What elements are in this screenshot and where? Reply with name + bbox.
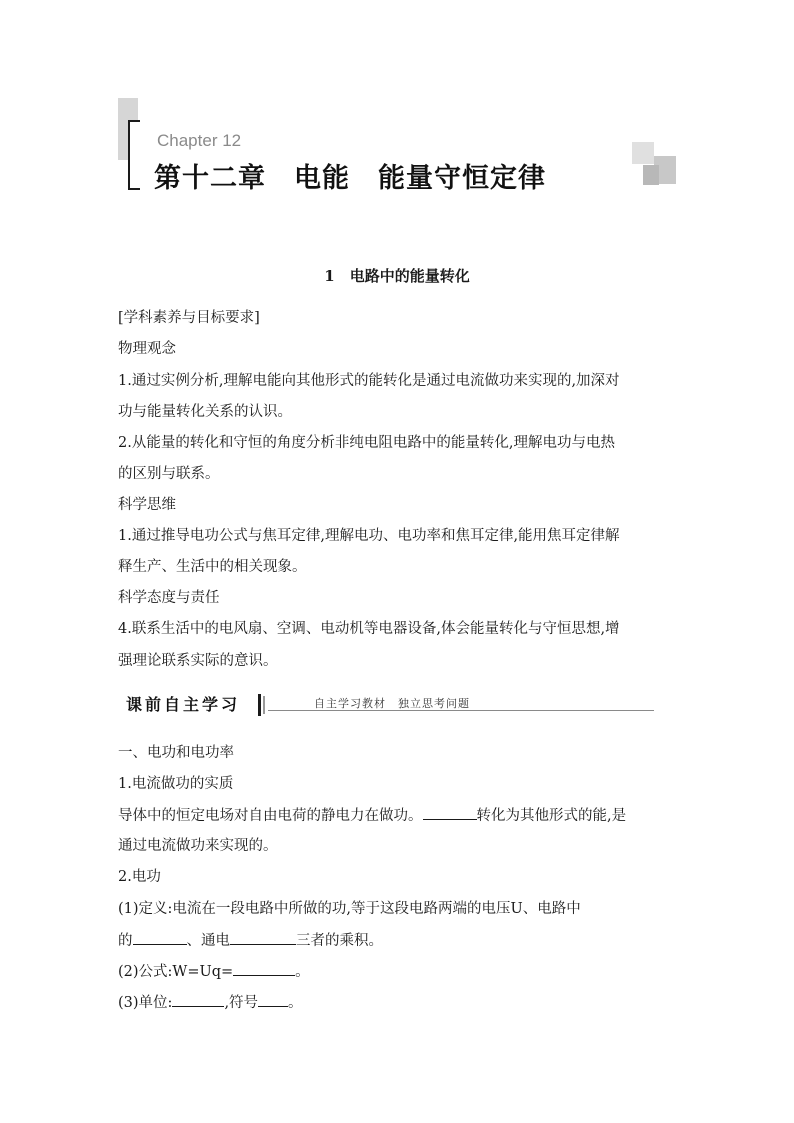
goal-text: 强理论联系实际的意识。 [118,653,278,669]
goal-text: 1.通过实例分析,理解电能向其他形式的能转化是通过电流做功来实现的,加深对 [118,373,620,389]
definition-line: (1)定义:电流在一段电路中所做的功,等于这段电路两端的电压U、电路中 [118,901,581,917]
section-title: 1 电路中的能量转化 [324,267,470,285]
goal-text: 4.联系生活中的电风扇、空调、电动机等电器设备,体会能量转化与守恒思想,增 [118,621,620,637]
text-segment: (2)公式:W=Uq= [118,964,234,980]
scientific-thinking-heading: 科学思维 [118,497,176,513]
text-segment: 的 [118,933,133,949]
paragraph-line [118,805,678,826]
physics-concept-heading: 物理观念 [118,341,176,357]
goal-text: 释生产、生活中的相关现象。 [118,559,307,575]
fill-blank[interactable] [172,992,224,1007]
corner-decoration-square-1 [632,142,654,164]
banner-divider [258,694,261,716]
definition-line [118,930,678,951]
goal-text: 1.通过推导电功公式与焦耳定律,理解电功、电功率和焦耳定律,能用焦耳定律解 [118,528,620,544]
fill-blank[interactable] [133,930,187,945]
unit-line [118,992,678,1013]
fill-blank[interactable] [258,992,288,1007]
sub-heading: 1.电流做功的实质 [118,776,234,792]
chapter-title: 第十二章 电能 能量守恒定律 [154,163,546,194]
fill-blank[interactable] [233,961,295,976]
chapter-label: Chapter 12 [157,131,242,150]
text-segment: 转化为其他形式的能,是 [476,808,627,824]
attitude-heading: 科学态度与责任 [118,590,220,606]
text-segment: 、通电 [186,933,230,949]
banner-divider-secondary [263,696,265,714]
text-segment: 。 [295,964,310,980]
text-segment: 。 [288,995,303,1011]
part-heading: 一、电功和电功率 [118,745,234,761]
header-bracket [128,120,140,190]
corner-decoration-square-3 [643,165,659,185]
text-segment: ,符号 [224,995,259,1011]
sub-heading: 2.电功 [118,869,161,885]
formula-line [118,961,678,982]
text-segment: 导体中的恒定电场对自由电荷的静电力在做功。 [118,808,423,824]
goal-text: 2.从能量的转化和守恒的角度分析非纯电阻电路中的能量转化,理解电功与电热 [118,435,615,451]
goals-heading: [学科素养与目标要求] [118,310,260,326]
fill-blank[interactable] [230,930,296,945]
goal-text: 的区别与联系。 [118,466,220,482]
banner-subtitle: 自主学习教材 独立思考问题 [314,697,470,710]
banner-label: 课前自主学习 [126,695,241,714]
text-segment: (3)单位: [118,995,173,1011]
paragraph-line: 通过电流做功来实现的。 [118,838,278,854]
text-segment: 三者的乘积。 [296,933,383,949]
fill-blank[interactable] [423,805,477,820]
study-banner [118,694,654,716]
goal-text: 功与能量转化关系的认识。 [118,404,292,420]
